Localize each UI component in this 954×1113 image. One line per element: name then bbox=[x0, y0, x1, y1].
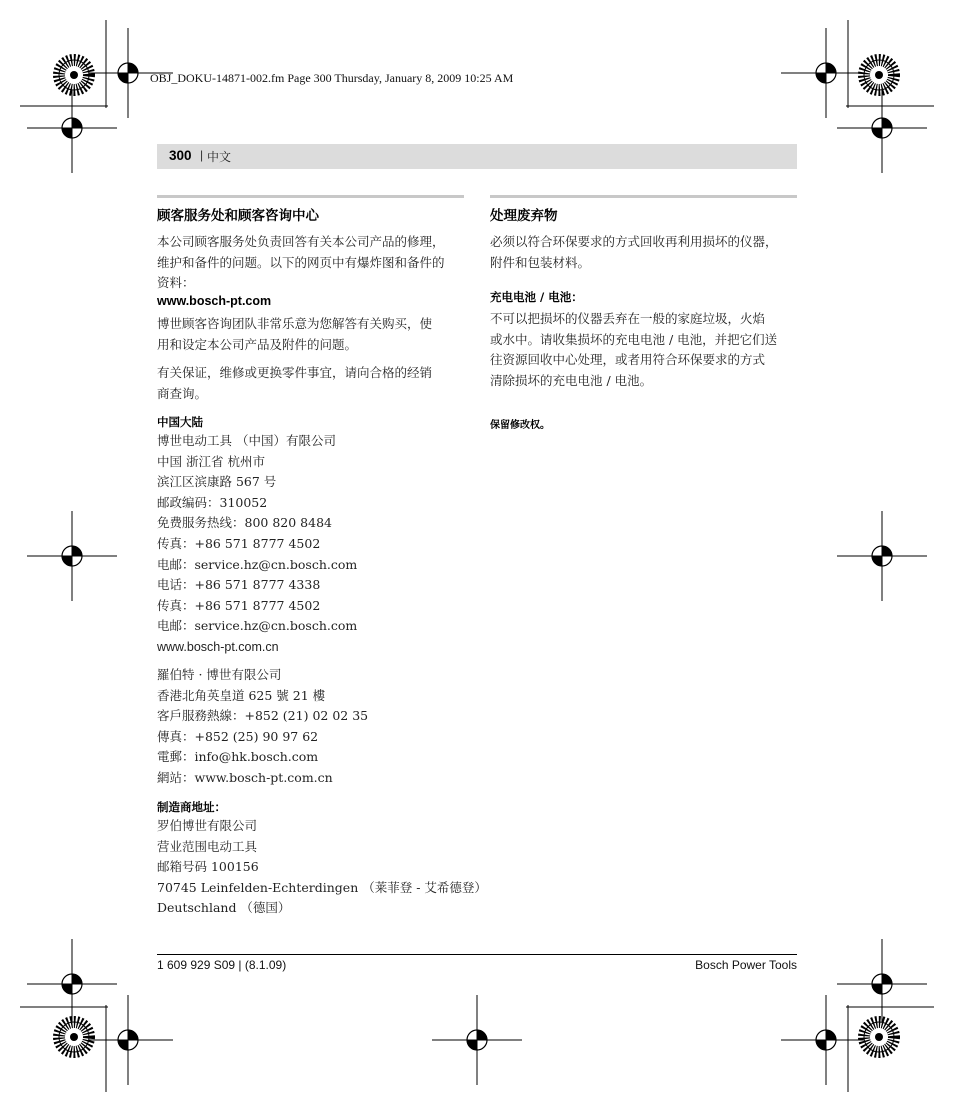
footer-doc-number: 1 609 929 S09 | (8.1.09) bbox=[157, 958, 287, 972]
color-wheel-icon bbox=[59, 60, 89, 90]
header-separator: | bbox=[200, 148, 204, 162]
address-line: 傳真：+852 (25) 90 97 62 bbox=[157, 728, 319, 744]
address-line: 营业范围电动工具 bbox=[157, 838, 258, 854]
subheading-manufacturer: 制造商地址： bbox=[157, 800, 226, 814]
address-line: 香港北角英皇道 625 號 21 樓 bbox=[157, 687, 326, 703]
page-header bbox=[157, 144, 797, 169]
crosshair-icon bbox=[837, 83, 927, 173]
address-line: 传真：+86 571 8777 4502 bbox=[157, 597, 321, 613]
crosshair-icon bbox=[837, 511, 927, 601]
address-line: 罗伯博世有限公司 bbox=[157, 818, 258, 833]
crosshair-icon bbox=[781, 995, 871, 1085]
text-line: 必须以符合环保要求的方式回收再利用损坏的仪器， bbox=[490, 234, 778, 249]
website-link[interactable]: www.bosch-pt.com.cn bbox=[157, 639, 279, 654]
text-line: 本公司顾客服务处负责回答有关本公司产品的修理， bbox=[157, 234, 445, 249]
section-title-customer-service: 顾客服务处和顾客咨询中心 bbox=[157, 208, 319, 224]
column-rule-left bbox=[157, 195, 464, 198]
address-line: 电话：+86 571 8777 4338 bbox=[157, 577, 321, 593]
color-wheel-icon bbox=[59, 1022, 89, 1052]
address-line: 电邮：service.hz@cn.bosch.com bbox=[157, 556, 358, 572]
address-line: 传真：+86 571 8777 4502 bbox=[157, 535, 321, 551]
color-wheel-icon bbox=[864, 60, 894, 90]
crosshair-icon bbox=[27, 511, 117, 601]
manufacturer-address-block bbox=[157, 816, 487, 919]
consulting-team-text bbox=[157, 314, 467, 355]
text-line: 商查询。 bbox=[157, 385, 208, 401]
text-line: 有关保证，维修或更换零件事宜，请向合格的经销 bbox=[157, 365, 433, 380]
battery-disposal-text bbox=[490, 309, 800, 391]
customer-service-intro bbox=[157, 232, 467, 294]
crosshair-icon bbox=[27, 939, 117, 1029]
text-line: 用和设定本公司产品及附件的问题。 bbox=[157, 336, 358, 352]
address-line: Deutschland （德国） bbox=[157, 900, 291, 916]
text-line: 维护和备件的问题。以下的网页中有爆炸图和备件的 bbox=[157, 254, 445, 270]
crosshair-icon bbox=[781, 28, 871, 118]
disposal-intro bbox=[490, 232, 800, 273]
address-line: 中国 浙江省 杭州市 bbox=[157, 453, 265, 469]
address-line: 網站：www.bosch-pt.com.cn bbox=[157, 769, 333, 785]
address-line: 电邮：service.hz@cn.bosch.com bbox=[157, 618, 358, 634]
address-line: 電郵：info@hk.bosch.com bbox=[157, 749, 319, 765]
crosshair-icon bbox=[432, 995, 522, 1085]
address-line: 免费服务热线：800 820 8484 bbox=[157, 515, 332, 531]
text-line: 清除损坏的充电电池 / 电池。 bbox=[490, 372, 653, 388]
footer-brand: Bosch Power Tools bbox=[695, 958, 797, 972]
print-slug: OBJ_DOKU-14871-002.fm Page 300 Thursday, January 8, 2009 10:25 AM bbox=[150, 71, 514, 85]
crosshair-icon bbox=[27, 83, 117, 173]
text-line: 或水中。请收集损坏的充电电池 / 电池，并把它们送 bbox=[490, 331, 778, 347]
china-address-block bbox=[157, 431, 357, 658]
address-line: 邮箱号码 100156 bbox=[157, 859, 259, 875]
column-rule-right bbox=[490, 195, 797, 198]
text-line: 博世顾客咨询团队非常乐意为您解答有关购买，使 bbox=[157, 316, 433, 331]
section-title-disposal: 处理废弃物 bbox=[490, 208, 558, 224]
rights-reserved-note: 保留修改权。 bbox=[490, 420, 550, 431]
hong-kong-address-block bbox=[157, 665, 368, 789]
address-line: 邮政编码：310052 bbox=[157, 494, 268, 510]
website-link[interactable]: www.bosch-pt.com bbox=[157, 294, 272, 308]
address-line: 70745 Leinfelden-Echterdingen （莱菲登 - 艾希德登） bbox=[157, 879, 487, 895]
text-line: 资料： bbox=[157, 275, 195, 290]
warranty-text bbox=[157, 363, 467, 404]
address-line: 博世电动工具 （中国）有限公司 bbox=[157, 433, 336, 448]
text-line: 往资源回收中心处理，或者用符合环保要求的方式 bbox=[490, 352, 766, 367]
crosshair-icon bbox=[83, 995, 173, 1085]
subheading-china: 中国大陆 bbox=[157, 415, 203, 429]
text-line: 不可以把损坏的仪器丢弃在一般的家庭垃圾，火焰 bbox=[490, 311, 766, 326]
address-line: 客戶服務熱線：+852 (21) 02 02 35 bbox=[157, 708, 369, 724]
color-wheel-icon bbox=[864, 1022, 894, 1052]
address-line: 滨江区滨康路 567 号 bbox=[157, 474, 277, 490]
page-number: 300 bbox=[169, 148, 192, 163]
footer-rule bbox=[157, 954, 797, 955]
crosshair-icon bbox=[837, 939, 927, 1029]
subheading-batteries: 充电电池 / 电池： bbox=[490, 290, 583, 304]
text-line: 附件和包装材料。 bbox=[490, 254, 591, 270]
address-line: 羅伯特 · 博世有限公司 bbox=[157, 667, 282, 682]
language-label: 中文 bbox=[207, 150, 232, 164]
